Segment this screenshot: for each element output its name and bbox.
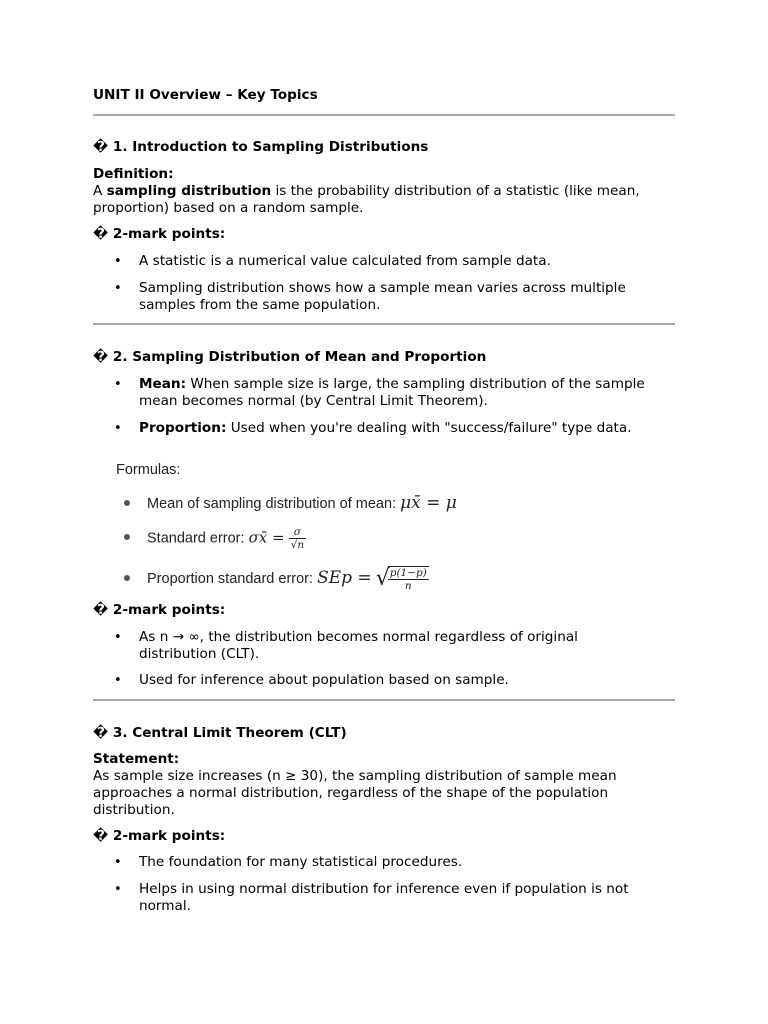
bullet-icon [124,575,130,581]
list-item: As n → ∞, the distribution becomes normal regardless of original distribution (CLT). [139,629,578,662]
bullet-icon: • [114,377,122,392]
bullet-icon: • [114,673,122,688]
divider [93,114,675,116]
bullet-icon [124,500,130,506]
statement-text: As sample size increases (n ≥ 30), the sampling distribution of sample mean approaches a normal distribution, regardless of the shape of the population distribution. [93,768,617,818]
section-2-points-label: � 2-mark points: [93,602,226,618]
section-2-heading: � 2. Sampling Distribution of Mean and Proportion [93,349,487,365]
bullet-icon: • [114,254,122,269]
bullet-icon [124,534,130,540]
list-item-proportion: Proportion: Used when you're dealing with "success/failure" type data. [139,420,632,436]
bullet-icon: • [114,421,122,436]
list-item: The foundation for many statistical procedures. [139,854,463,870]
formula-standard-error: Standard error: σx̄ = $\frac{\sigma}{√n}$ [147,526,305,551]
page-title: UNIT II Overview – Key Topics [93,87,318,103]
bullet-icon: • [114,281,122,296]
bullet-icon: • [114,855,122,870]
section-3-heading: � 3. Central Limit Theorem (CLT) [93,725,347,741]
divider [93,699,675,701]
marker-icon: � [93,725,109,741]
list-item: Used for inference about population based on sample. [139,672,509,688]
bullet-icon: • [114,630,122,645]
list-item: Helps in using normal distribution for inference even if population is not normal. [139,881,629,914]
marker-icon: � [93,139,109,155]
marker-icon: � [93,226,109,242]
statement-label: Statement: [93,751,180,767]
definition-label: Definition: [93,166,174,182]
formulas-label: Formulas: [116,462,181,478]
section-1-points-label: � 2-mark points: [93,226,226,242]
formula-proportion-se: Proportion standard error: SEp = √ $\frac{p(1-p)}{n}$ [147,566,427,592]
definition-text: A sampling distribution is the probability distribution of a statistic (like mean, proportion) based on a random sample. [93,183,640,216]
marker-icon: � [93,349,109,365]
marker-icon: � [93,828,109,844]
formula-mean: Mean of sampling distribution of mean: μx̄ = μ [147,493,457,513]
marker-icon: � [93,602,109,618]
list-item: Sampling distribution shows how a sample mean varies across multiple samples from the same population. [139,280,626,313]
bullet-icon: • [114,882,122,897]
divider [93,323,675,325]
section-1-heading: � 1. Introduction to Sampling Distributions [93,139,429,155]
section-3-points-label: � 2-mark points: [93,828,226,844]
list-item-mean: Mean: When sample size is large, the sampling distribution of the sample mean becomes normal (by Central Limit Theorem). [139,376,645,409]
list-item: A statistic is a numerical value calculated from sample data. [139,253,551,269]
